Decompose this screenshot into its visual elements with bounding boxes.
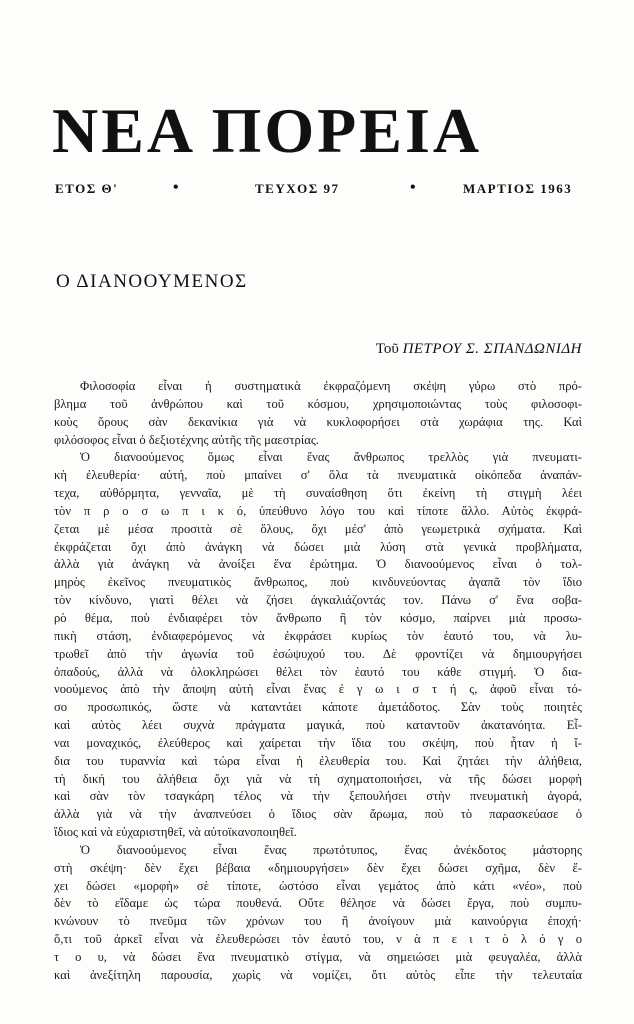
text-line: ναι μοναχικός, ἐλεύθερος καὶ χαίρεται τὴν ἴδια του σκέψη, ποὺ ἦταν ἡ ἴ-: [54, 735, 582, 750]
text-line: βλημα τοῦ ἀνθρώπου καὶ τοῦ κόσμου, χρησιμοποιώντας τοὺς φιλοσοφι-: [54, 396, 582, 411]
text-line: Φιλοσοφία εἶναι ἡ συστηματικὰ ἐκφραζόμενη σκέψη γύρω στὸ πρό-: [80, 379, 582, 393]
text-line: νοούμενος ἀπὸ τὴν ἄποψη αὐτὴ εἶναι ἕνας ἐ γ ω ι σ τ ή ς, ἀφοῦ εἶναι τό-: [54, 682, 582, 697]
text-line: ὅ,τι τοῦ ἀρκεῖ εἶναι νὰ ἐλευθερώσει τὸν ἑαυτό του, ν ὰ π ε ι τ ὸ λ ό γ ο: [54, 932, 582, 947]
issue-date: ΜΑΡΤΙΟΣ 1963: [463, 181, 573, 196]
text-line: μηρὸς ἐκεῖνος πνευματικὸς ἄνθρωπος, ποὺ κινδυνεύοντας ἀγαπᾶ τὸν ἴδιο: [54, 575, 582, 590]
byline-prefix: Τοῦ: [375, 341, 399, 357]
issue-year: ΕΤΟΣ Θ': [55, 181, 119, 196]
article-body: [54, 378, 582, 985]
text-line: δια του τυραννία καὶ τώρα εἶναι ἡ ἐλευθερία του. Καὶ ζητάει τὴν ἀλήθεια,: [54, 753, 582, 768]
text-line: δὲν τὸ εἴδαμε ὡς τώρα πουθενά. Οὔτε θέλησε νὰ δώσει ἔργα, ποὺ συμπυ-: [54, 896, 582, 911]
byline: [376, 341, 582, 358]
masthead-title: ΝΕΑ ΠΟΡΕΙΑ: [52, 95, 483, 166]
text-line: ἀλλὰ γιὰ ἀνάγκη νὰ ἀνοίξει ἕνα ἐρώτημα. Ὁ διανοούμενος εἶναι ὁ τολ-: [54, 557, 582, 572]
bullet-separator: •: [173, 179, 181, 196]
text-line: Ὁ διανοούμενος εἶναι ἕνας πρωτότυπος, ἕνας ἀνέκδοτος μάστορης: [80, 842, 582, 857]
text-line: φιλόσοφος εἶναι ὁ δεξιοτέχνης αὐτῆς τῆς μαεστρίας.: [54, 432, 319, 447]
issue-info: [55, 181, 580, 201]
text-line: κοὺς ὅρους σὰν δεκανίκια γιὰ νὰ κυκλοφορήσει στὰ χωράφια της. Καὶ: [54, 414, 582, 429]
issue-number: ΤΕΥΧΟΣ 97: [255, 181, 340, 196]
text-line: ἀλλὰ γιὰ νὰ τὴν ἀναπνεύσει ὁ ἴδιος σὰν ἄρωμα, ποὺ τὸ παρασκεύασε ὁ: [54, 807, 582, 822]
text-line: καὶ αὐτὸς λέει συχνὰ πράγματα μαγικά, ποὺ καταντοῦν ἀκατανόητα. Εἶ-: [54, 718, 582, 733]
text-line: τ ο υ, νὰ δώσει ἕνα πνευματικὸ στίγμα, νὰ σημειώσει μιὰ φευγαλέα, ἀλλὰ: [54, 950, 582, 964]
bullet-separator: •: [410, 179, 418, 196]
text-line: ἐκφράζεται ὄχι ἀπὸ ἀνάγκη νὰ δώσει μιὰ λύση στὰ γενικὰ προβλήματα,: [54, 539, 582, 554]
text-line: πικὴ στάση, ἐνδιαφερόμενος νὰ ἐκφράσει κυρίως τὸν ἑαυτό του, νὰ λυ-: [54, 628, 582, 643]
text-line: ρὸ θέμα, ποὺ ἐνδιαφέρει τὸν ἄνθρωπο ἢ τὸν κόσμο, παίρνει μιὰ προσω-: [54, 610, 582, 625]
text-line: σο προσωπικός, ὥστε νὰ καταντάει κάποτε ἀμετάδοτος. Σὰν τοὺς ποιητὲς: [54, 700, 582, 715]
text-line: τεχα, αὐθόρμητα, γενναῖα, μὲ τὴ συναίσθηση ὅτι ἐκείνη τὴ στιγμὴ λέει: [54, 486, 582, 501]
text-line: καὶ ἀνεξίτηλη παρουσία, χωρὶς νὰ νομίζει, ὅτι αὐτὸς εἶπε τὴν τελευταία: [54, 967, 582, 982]
article-title: Ο ΔΙΑΝΟΟΥΜΕΝΟΣ: [56, 271, 248, 292]
text-line: τρωθεῖ ἀπὸ τὴν ἀγωνία τοῦ ἐσώψυχού του. Δὲ φροντίζει νὰ δημιουργήσει: [54, 646, 582, 661]
text-line: τὸν π ρ ο σ ω π ι κ ό, ὑπεύθυνο λόγο του καὶ τίποτε ἄλλο. Αὐτὸς ἐκφρά-: [54, 503, 582, 518]
text-line: τὸν κίνδυνο, γιατὶ θέλει νὰ ζήσει ἀγκαλιάζοντάς τον. Πάνω σ' ἕνα σοβα-: [54, 593, 582, 608]
text-line: κὴ ἐλευθερία· αὐτή, ποὺ μπαίνει σ' ὅλα τὰ πνευματικὰ οἰκόπεδα ἀναπάν-: [54, 468, 582, 483]
text-line: κνώνουν τὸ πνεῦμα τῶν χρόνων του ἢ ἀνοίγουν μιὰ καινούργια ἐποχή·: [54, 914, 582, 929]
text-line: ζεται μὲ μέσα προσιτὰ σὲ ὅλους, ὄχι μέσ' ἀπὸ γεωμετρικὰ σχήματα. Καὶ: [54, 521, 582, 536]
text-line: Ὁ διανοούμενος ὅμως εἶναι ἕνας ἄνθρωπος τρελλὸς γιὰ πνευματι-: [80, 450, 582, 465]
text-line: καὶ σὰν τὸν τσαγκάρη τέλος νὰ τὴν ξεπουλήσει στὴν πνευματικὴ ἀγορά,: [54, 789, 582, 804]
author-name: ΠΕΤΡΟΥ Σ. ΣΠΑΝΔΩΝΙΔΗ: [402, 341, 582, 357]
text-line: τὴ δική του ἀλήθεια ὄχι γιὰ νὰ τὴ σχηματοποιήσει, νὰ τῆς δώσει μορφὴ: [54, 771, 582, 786]
text-line: στὴ σκέψη· δὲν ἔχει βέβαια «δημιουργήσει» δὲν ἔχει δώσει σχῆμα, δὲν ἔ-: [54, 860, 582, 875]
text-line: χει δώσει «μορφὴ» σὲ τίποτε, ὡστόσο εἶναι γεμάτος ἀπὸ κάτι «νέο», ποὺ: [54, 878, 582, 893]
text-line: ὀπαδούς, ἀλλὰ νὰ ὁλοκληρώσει θέλει τὸν ἑαυτό του κάθε στιγμή. Ὁ δια-: [54, 664, 582, 679]
text-line: ἴδιος καὶ νὰ εὐχαριστηθεῖ, νὰ αὐτοϊκανοποιηθεῖ.: [54, 825, 297, 840]
